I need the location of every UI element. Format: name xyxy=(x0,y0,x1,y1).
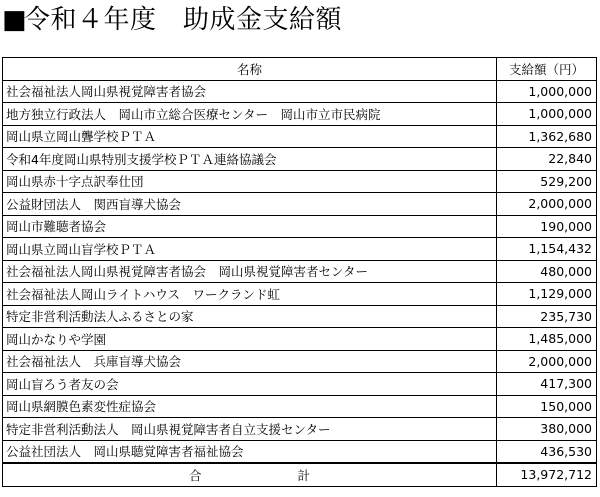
table-row xyxy=(3,328,597,351)
amount-cell: 2,000,000 xyxy=(497,350,597,373)
amount-cell: 529,200 xyxy=(497,170,597,193)
recipient-name-cell: 社会福祉法人岡山県視覚障害者協会 xyxy=(3,80,497,103)
amount-cell: 1,362,680 xyxy=(497,125,597,148)
table-row xyxy=(3,395,597,418)
grants-table xyxy=(2,57,597,487)
recipient-name-cell: 特定非営利活動法人ふるさとの家 xyxy=(3,305,497,328)
table-row xyxy=(3,350,597,373)
table-row xyxy=(3,215,597,238)
recipient-name-cell: 令和4年度岡山県特別支援学校ＰＴＡ連絡協議会 xyxy=(3,148,497,171)
page-title-text: 令和４年度 助成金支給額 xyxy=(24,5,343,35)
amount-cell: 1,000,000 xyxy=(497,80,597,103)
total-label xyxy=(3,463,497,486)
total-label-right: 計 xyxy=(297,467,310,483)
table-row xyxy=(3,418,597,441)
bullet-square-icon: ■ xyxy=(2,5,28,35)
table-row xyxy=(3,148,597,171)
amount-cell: 150,000 xyxy=(497,395,597,418)
page-title xyxy=(2,4,342,36)
table-row xyxy=(3,193,597,216)
table-row xyxy=(3,283,597,306)
recipient-name-cell: 岡山県立岡山盲学校ＰＴＡ xyxy=(3,238,497,261)
amount-cell: 235,730 xyxy=(497,305,597,328)
amount-cell: 22,840 xyxy=(497,148,597,171)
amount-cell: 380,000 xyxy=(497,418,597,441)
table-row xyxy=(3,305,597,328)
amount-cell: 190,000 xyxy=(497,215,597,238)
recipient-name-cell: 岡山県網膜色素変性症協会 xyxy=(3,395,497,418)
table-row xyxy=(3,238,597,261)
table-row xyxy=(3,80,597,103)
total-label-left: 合 xyxy=(189,467,202,483)
table-row xyxy=(3,103,597,126)
table-row xyxy=(3,260,597,283)
recipient-name-cell: 岡山盲ろう者友の会 xyxy=(3,373,497,396)
total-row xyxy=(3,463,597,486)
amount-cell: 1,485,000 xyxy=(497,328,597,351)
amount-cell: 1,129,000 xyxy=(497,283,597,306)
amount-cell: 480,000 xyxy=(497,260,597,283)
column-header-amount: 支給額（円） xyxy=(497,58,597,81)
total-amount: 13,972,712 xyxy=(497,463,597,486)
amount-cell: 417,300 xyxy=(497,373,597,396)
recipient-name-cell: 公益財団法人 関西盲導犬協会 xyxy=(3,193,497,216)
recipient-name-cell: 社会福祉法人岡山県視覚障害者協会 岡山県視覚障害者センター xyxy=(3,260,497,283)
table-row xyxy=(3,170,597,193)
recipient-name-cell: 岡山市難聴者協会 xyxy=(3,215,497,238)
column-header-name: 名称 xyxy=(3,58,497,81)
amount-cell: 436,530 xyxy=(497,440,597,463)
table-row xyxy=(3,125,597,148)
table-header-row xyxy=(3,58,597,81)
recipient-name-cell: 社会福祉法人 兵庫盲導犬協会 xyxy=(3,350,497,373)
recipient-name-cell: 岡山県立岡山聾学校ＰＴＡ xyxy=(3,125,497,148)
table-body xyxy=(3,80,597,463)
recipient-name-cell: 公益社団法人 岡山県聴覚障害者福祉協会 xyxy=(3,440,497,463)
table-row xyxy=(3,440,597,463)
amount-cell: 1,000,000 xyxy=(497,103,597,126)
amount-cell: 1,154,432 xyxy=(497,238,597,261)
recipient-name-cell: 岡山県赤十字点訳奉仕団 xyxy=(3,170,497,193)
recipient-name-cell: 地方独立行政法人 岡山市立総合医療センター 岡山市立市民病院 xyxy=(3,103,497,126)
recipient-name-cell: 特定非営利活動法人 岡山県視覚障害者自立支援センター xyxy=(3,418,497,441)
recipient-name-cell: 岡山かなりや学園 xyxy=(3,328,497,351)
table-row xyxy=(3,373,597,396)
recipient-name-cell: 社会福祉法人岡山ライトハウス ワークランド虹 xyxy=(3,283,497,306)
amount-cell: 2,000,000 xyxy=(497,193,597,216)
